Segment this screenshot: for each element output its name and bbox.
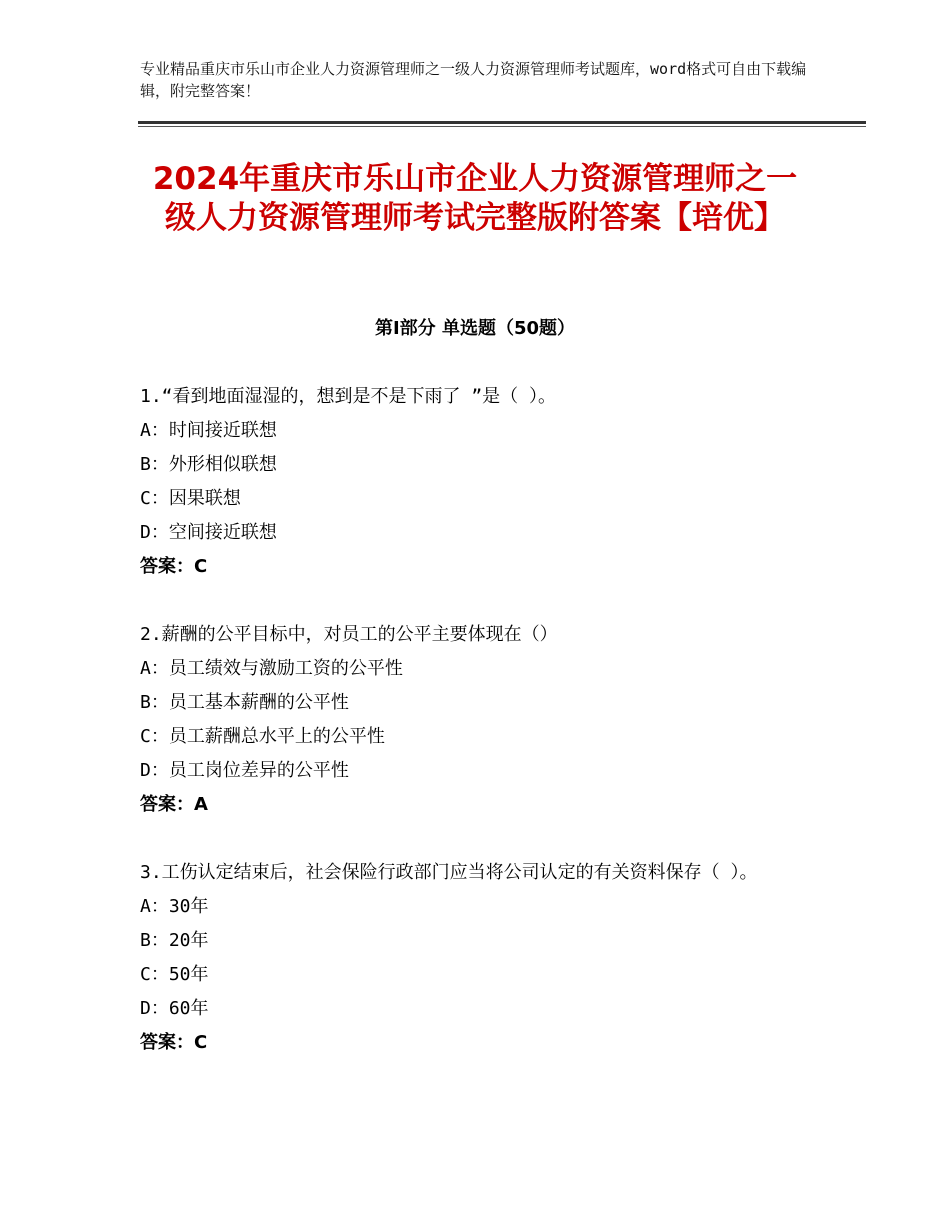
answer: 答案：C: [140, 1032, 208, 1053]
answer: 答案：C: [140, 556, 208, 577]
option-a: A：时间接近联想: [140, 420, 277, 441]
question-text: 2.薪酬的公平目标中，对员工的公平主要体现在（）: [140, 624, 558, 645]
header-divider-thin: [138, 126, 866, 127]
question-text: 1.“看到地面湿湿的，想到是不是下雨了 ”是（ ）。: [140, 386, 557, 407]
question-list: [140, 380, 820, 1094]
option-d: D：员工岗位差异的公平性: [140, 760, 349, 781]
option-c: C：员工薪酬总水平上的公平性: [140, 726, 385, 747]
option-c: C：50年: [140, 964, 209, 985]
option-a: A：员工绩效与激励工资的公平性: [140, 658, 403, 679]
document-title: 2024年重庆市乐山市企业人力资源管理师之一级人力资源管理师考试完整版附答案【培优】: [152, 161, 798, 236]
option-d: D：60年: [140, 998, 209, 1019]
header-divider-thick: [138, 121, 866, 124]
option-b: B：20年: [140, 930, 209, 951]
header-note: 专业精品重庆市乐山市企业人力资源管理师之一级人力资源管理师考试题库，word格式可自由下载编辑，附完整答案！: [140, 60, 807, 100]
answer: 答案：A: [140, 794, 208, 815]
option-b: B：员工基本薪酬的公平性: [140, 692, 349, 713]
option-c: C：因果联想: [140, 488, 241, 509]
question-3: [140, 856, 820, 1060]
option-b: B：外形相似联想: [140, 454, 277, 475]
question-2: [140, 618, 820, 822]
option-d: D：空间接近联想: [140, 522, 277, 543]
option-a: A：30年: [140, 896, 209, 917]
section-title: 第Ⅰ部分 单选题（50题）: [374, 318, 575, 339]
question-text: 3.工伤认定结束后，社会保险行政部门应当将公司认定的有关资料保存（ ）。: [140, 862, 758, 883]
question-1: [140, 380, 820, 584]
